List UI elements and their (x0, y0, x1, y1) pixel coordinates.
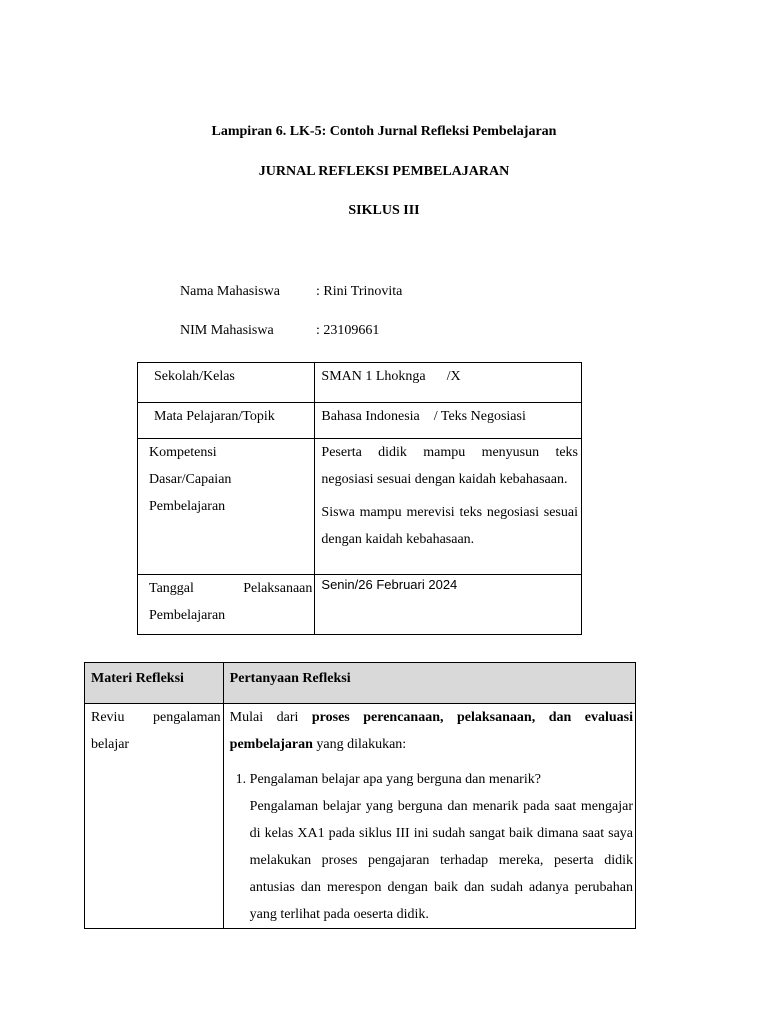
student-nim-label: NIM Mahasiswa (180, 323, 274, 338)
student-nim-value: : 23109661 (316, 323, 380, 338)
answer-1: Pengalaman belajar yang berguna dan menarik pada saat mengajar di kelas XA1 pada siklus III ini sudah sangat baik dimana saat saya melakukan proses pengajaran terhadap mereka, peserta didik antusias dan merespon dengan baik dan sudah adanya perubahan yang terlihat pada oeserta didik. (249, 799, 633, 922)
intro-prefix: Mulai dari (229, 710, 312, 725)
table-row (138, 439, 582, 575)
student-name-value: : Rini Trinovita (316, 284, 403, 299)
col-header-pertanyaan: Pertanyaan Refleksi (223, 663, 635, 704)
student-nim-row (180, 323, 379, 339)
list-item (250, 766, 633, 928)
question-1: 1. Pengalaman belajar apa yang berguna dan menarik? (249, 772, 541, 787)
journal-title: JURNAL REFLEKSI PEMBELAJARAN (258, 164, 510, 179)
intro-suffix: yang dilakukan: (312, 737, 407, 752)
competency-value-2: Siswa mampu merevisi teks negosiasi sesuai dengan kaidah kebahasaan. (321, 505, 578, 547)
table-header-row (85, 663, 636, 704)
table-row (138, 363, 582, 403)
competency-label: Kompetensi Dasar/Capaian Pembelajaran (138, 439, 315, 575)
student-name-label: Nama Mahasiswa (180, 284, 280, 299)
table-row (138, 403, 582, 439)
reflection-table (84, 662, 636, 929)
subject-label: Mata Pelajaran/Topik (138, 403, 315, 439)
competency-cell (315, 439, 582, 575)
subject-value: Bahasa Indonesia / Teks Negosiasi (315, 403, 582, 439)
row-content-reviu (223, 704, 635, 929)
student-name-row (180, 284, 402, 300)
intro-text (230, 704, 633, 758)
row-label-reviu: Reviu pengalaman belajar (85, 704, 224, 929)
intro-bold: proses perencanaan, pelaksanaan, dan evaluasi pembelajaran (229, 710, 633, 752)
col-header-materi: Materi Refleksi (85, 663, 224, 704)
date-value: Senin/26 Februari 2024 (315, 575, 582, 635)
info-table (137, 362, 582, 635)
question-list (230, 766, 633, 928)
table-row (138, 575, 582, 635)
table-row (85, 704, 636, 929)
cycle-title: SIKLUS III (348, 203, 420, 218)
school-value: SMAN 1 Lhoknga /X (315, 363, 582, 403)
appendix-title: Lampiran 6. LK-5: Contoh Jurnal Refleksi Pembelajaran (211, 124, 557, 139)
school-label: Sekolah/Kelas (138, 363, 315, 403)
competency-value-1: Peserta didik mampu menyusun teks negosiasi sesuai dengan kaidah kebahasaan. (321, 445, 578, 487)
date-label: Tanggal Pelaksanaan Pembelajaran (138, 575, 315, 635)
